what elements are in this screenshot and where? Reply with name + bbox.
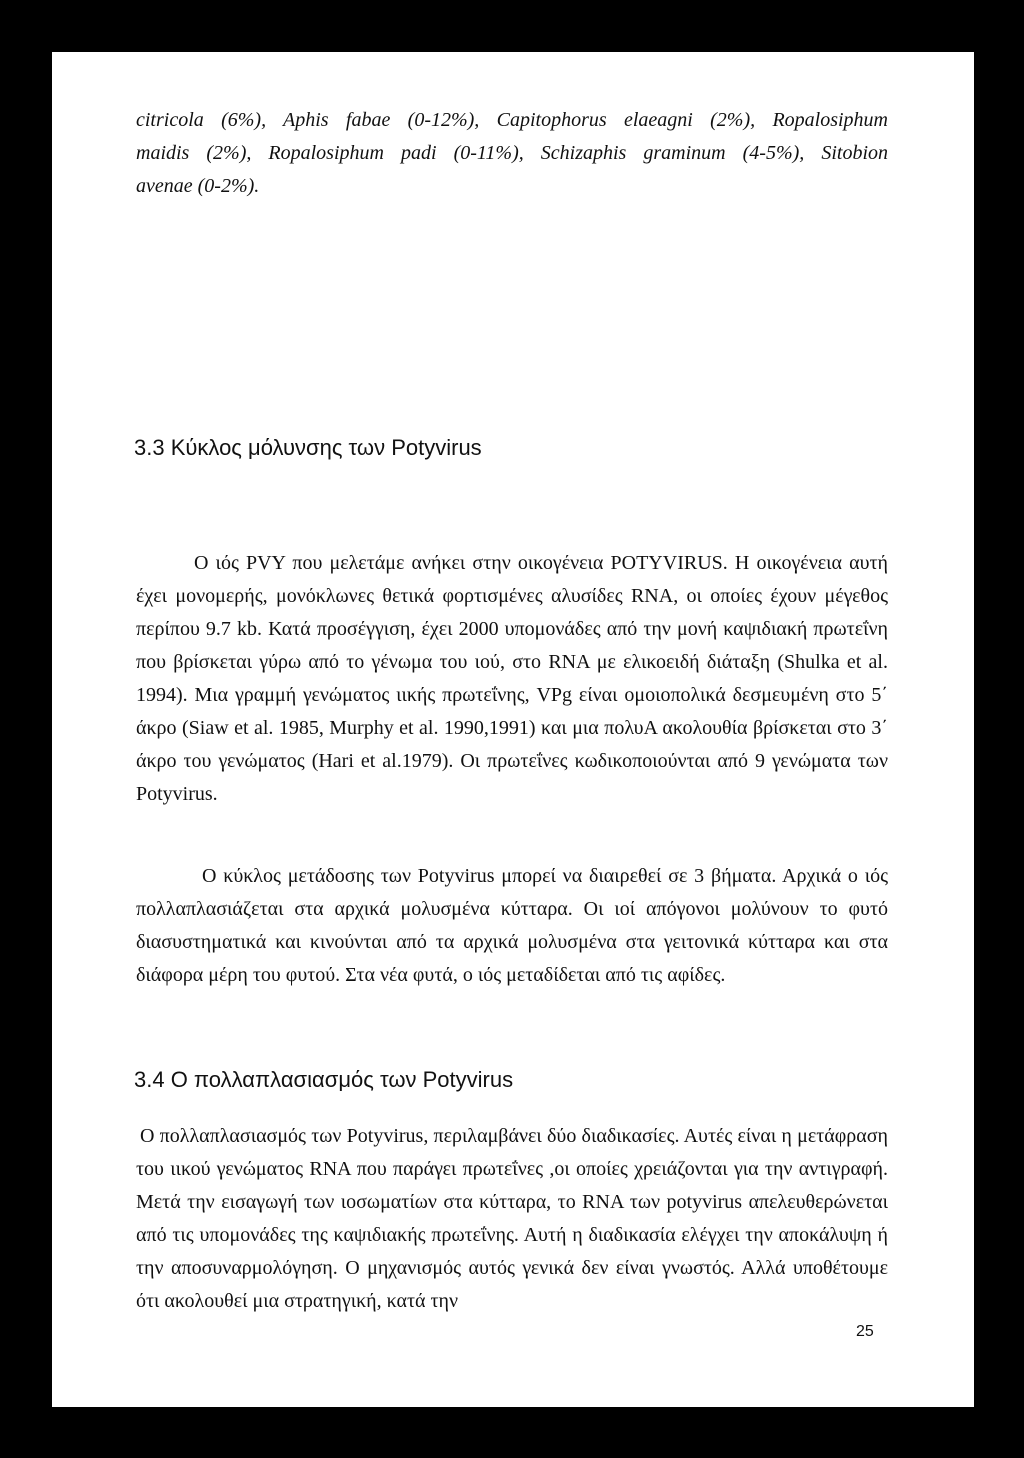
intro-line-3: avenae (0-2%). xyxy=(136,175,260,197)
intro-line-2: maidis (2%), Ropalosiphum padi (0-11%), Schizaphis graminum (4-5%), Sitobion xyxy=(136,142,888,164)
section-3-4-heading: 3.4 Ο πολλαπλασιασμός των Potyvirus xyxy=(134,1067,514,1092)
paragraph-pvy-family: Ο ιός PVY που μελετάμε ανήκει στην οικογένεια POTYVIRUS. Η οικογένεια αυτή έχει μονομερής, μονόκλωνες θετικά φορτισμένες αλυσίδες RNA, οι οποίες έχουν μέγεθος περίπου 9.7 kb. Κατά προσέγγιση, έχει 2000 υπομονάδες από την μονή καψιδιακή πρωτεΐνη που βρίσκεται γύρω από το γένωμα του ιού, στο RNA με ελικοειδή διάταξη (Shulka et al. 1994). Μια γραμμή γενώματος ιικής πρωτεΐνης, VPg είναι ομοιοπολικά δεσμευμένη στο 5΄ άκρο (Siaw et al. 1985, Murphy et al. 1990,1991) και μια πολυΑ ακολουθία βρίσκεται στο 3΄ άκρο του γενώματος (Hari et al.1979). Οι πρωτεΐνες κωδικοποιούνται από 9 γενώματα των Potyvirus. xyxy=(136,552,888,805)
paragraph-multiplication: Ο πολλαπλασιασμός των Potyvirus, περιλαμβάνει δύο διαδικασίες. Αυτές είναι η μετάφραση του ιικού γενώματος RNA που παράγει πρωτεΐνες ,οι οποίες χρειάζονται για την αντιγραφή. Μετά την εισαγωγή των ιοσωματίων στα κύτταρα, το RNA των potyvirus απελευθερώνεται από τις υπομονάδες της καψιδιακής πρωτεΐνης. Αυτή η διαδικασία ελέγχει την αποκάλυψη ή την αποσυναρμολόγηση. Ο μηχανισμός αυτός γενικά δεν είναι γνωστός. Αλλά υποθέτουμε ότι ακολουθεί μια στρατηγική, κατά την xyxy=(136,1125,888,1312)
document-page xyxy=(52,52,974,1407)
section-3-3-heading: 3.3 Κύκλος μόλυνσης των Potyvirus xyxy=(134,435,482,460)
paragraph-transmission-cycle: Ο κύκλος μετάδοσης των Potyvirus μπορεί να διαιρεθεί σε 3 βήματα. Αρχικά ο ιός πολλαπλασιάζεται στα αρχικά μολυσμένα κύτταρα. Οι ιοί απόγονοι μολύνουν το φυτό διασυστηματικά και κινούνται από τα αρχικά μολυσμένα στα γειτονικά κύτταρα και στα διάφορα μέρη του φυτού. Στα νέα φυτά, ο ιός μεταδίδεται από τις αφίδες. xyxy=(136,865,888,986)
intro-line-1: citricola (6%), Aphis fabae (0-12%), Capitophorus elaeagni (2%), Ropalosiphum xyxy=(136,109,888,131)
page-number: 25 xyxy=(856,1323,874,1340)
